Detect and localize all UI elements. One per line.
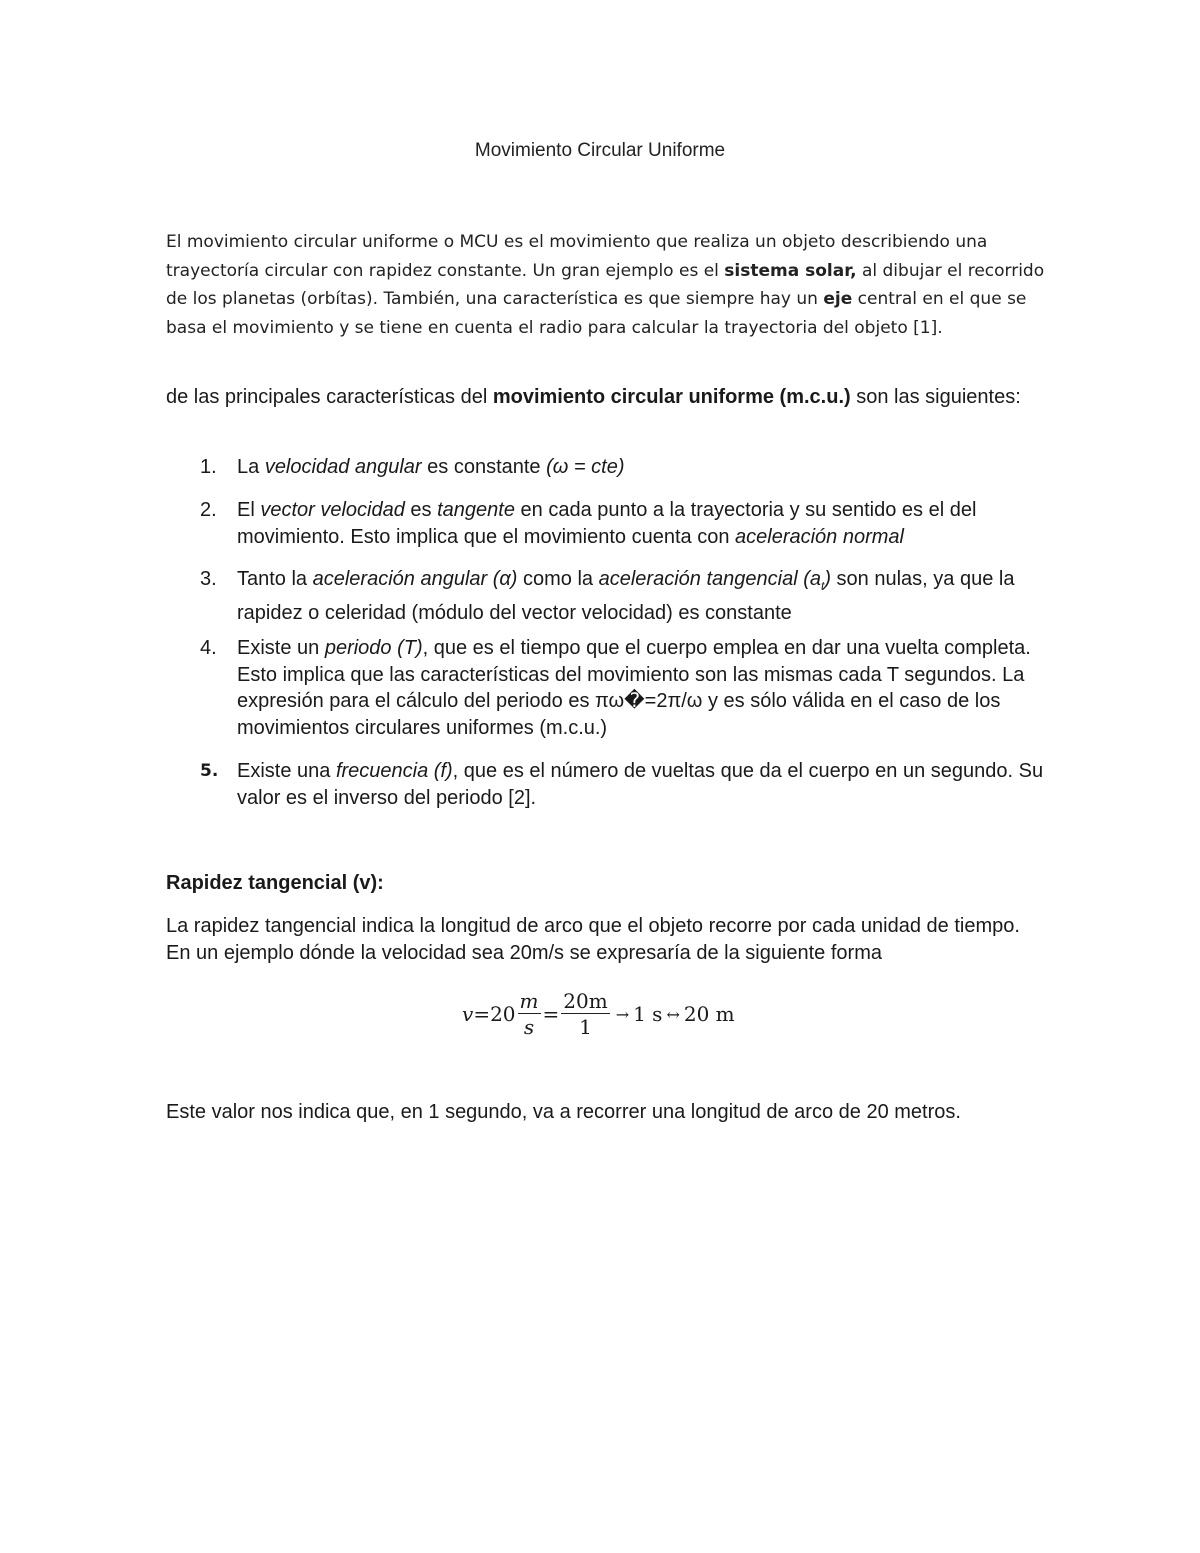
eq-part-1: =20 [473,1002,516,1026]
list-item-number: 1. [200,456,217,478]
eq-frac1-den: s [523,1014,535,1039]
list-item-text-part: vector velocidad [260,499,405,521]
paragraph-conclusion: Este valor nos indica que, en 1 segundo, va a recorrer una longitud de arco de 20 metros. [166,1101,961,1123]
list-item-text-part: , que es el número de vueltas que da el cuerpo en un segundo. Su valor es el inverso del periodo [2]. [237,760,1044,809]
list-item-text-part: aceleración tangencial (a [598,568,821,590]
lead-paragraph [166,384,1046,411]
lead-bold: movimiento circular uniforme (m.c.u.) [492,386,851,408]
intro-text-3: central en el que se basa el movimiento y se tiene en cuenta el radio para calcular la trayectoria del objeto [1]. [166,289,1027,338]
intro-text-2: al dibujar el recorrido de los planetas (orbítas). También, una característica es que siempre hay un [166,260,1045,309]
list-item-text-part: El [237,499,261,521]
eq-frac1-num: m [519,988,539,1013]
list-item-number: 2. [200,499,217,521]
eq-lhs: v [462,1002,474,1026]
list-item-text-part: es constante [421,456,547,478]
eq-part-2: = [542,1002,560,1026]
list-item-text-part: es [404,499,438,521]
list-item [200,497,1050,550]
list-item-text-part: Existe un [237,637,325,659]
list-item-text-part: (ω = cte) [546,456,625,478]
list-item-text-part: aceleración angular (α) [312,568,518,590]
eq-frac2-num: 20m [563,988,608,1013]
list-item-number: 3. [200,568,217,590]
list-item-text [237,454,1050,481]
list-item-text-part: tangente [437,499,515,521]
eq-fraction-1 [518,989,541,1040]
lead-text-2: son las siguientes: [850,386,1021,408]
paragraph-rapidez: La rapidez tangencial indica la longitud de arco que el objeto recorre por cada unidad de tiempo. En un ejemplo dónde la velocidad sea 20m/s se expresaría de la siguiente forma [166,915,1020,964]
eq-mid: 1 s [633,1002,663,1026]
intro-bold-2: eje [823,289,853,309]
list-item-text-part: velocidad angular [264,456,422,478]
list-item-text [237,566,1050,626]
lead-text-1: de las principales características del [166,386,493,408]
section-heading: Rapidez tangencial (v): [166,872,384,894]
list-item-number: 5. [200,761,219,781]
list-item-text-part: periodo (T) [324,637,423,659]
intro-paragraph [166,228,1046,342]
list-item-text [237,497,1050,550]
list-item [200,566,1050,626]
list-item-text [237,635,1050,741]
list-item-text-part: t [820,579,825,593]
list-item-number: 4. [200,637,217,659]
list-item-text [237,758,1050,811]
list-item-text-part: son nulas, ya que la rapidez o celeridad (módulo del vector velocidad) es constante [237,568,1015,624]
equation [462,984,735,1044]
eq-arrow-1: → [615,1004,630,1024]
list-item [200,454,1050,481]
list-item [200,758,1050,811]
intro-bold-1: sistema solar, [724,260,857,281]
eq-arrow-2: ↔ [666,1004,680,1024]
intro-text-1: El movimiento circular uniforme o MCU es el movimiento que realiza un objeto describiendo una trayectoría circular con rapidez constante. Un gran ejemplo es el [166,232,988,281]
eq-frac2-den: 1 [579,1014,592,1039]
list-item-text-part: como la [517,568,599,590]
document-title: Movimiento Circular Uniforme [474,140,726,161]
list-item-text-part: Existe una [237,760,336,782]
list-item [200,635,1050,741]
list-item-text-part: Tanto la [237,568,313,590]
list-item-text-part: La [237,456,265,478]
list-item-text-part: frecuencia (f) [335,760,453,782]
list-item-text-part: en cada punto a la trayectoria y su sentido es el del movimiento. Esto implica que el movimiento cuenta con [237,499,977,548]
list-item-text-part: aceleración normal [735,525,904,548]
eq-rhs: 20 m [683,1002,735,1026]
eq-fraction-2 [561,989,609,1040]
list-item-text-part: , que es el tiempo que el cuerpo emplea en dar una vuelta completa. Esto implica que las características del movimiento son las mismas cada T segundos. La expresión para el cálculo del periodo es πω�=2π/ω y es sólo válida en el caso de los movimientos circulares uniformes (m.c.u.) [237,637,1031,739]
list-item-text-part: ) [824,568,831,590]
